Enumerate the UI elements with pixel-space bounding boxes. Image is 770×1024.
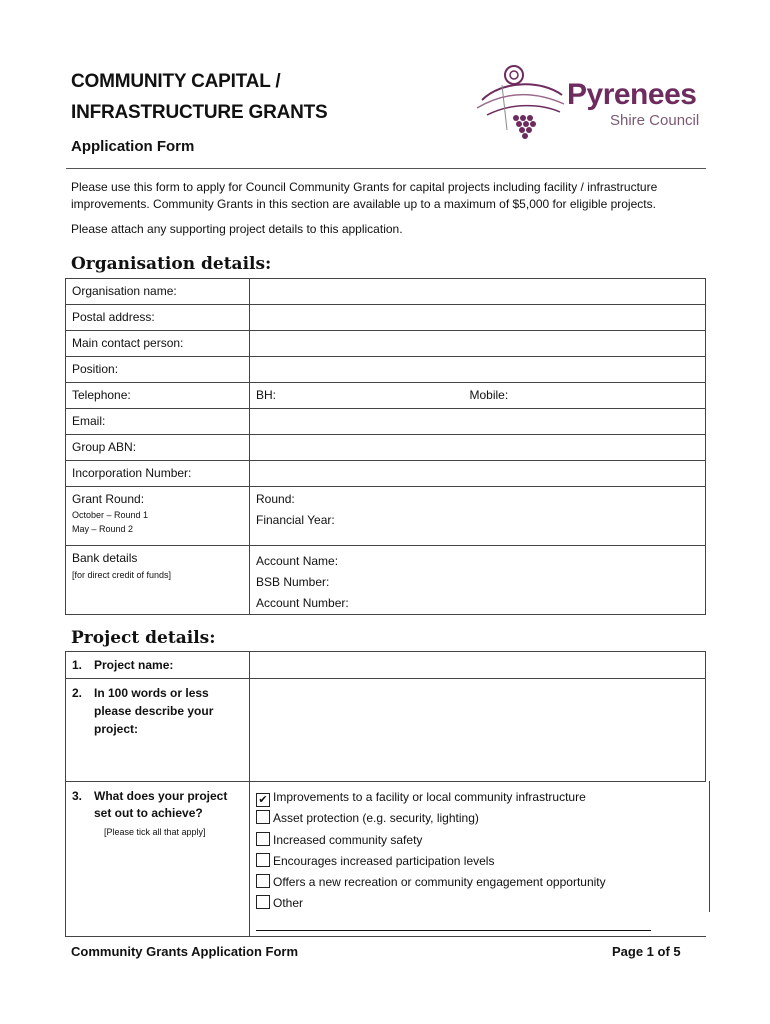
option-other[interactable]	[256, 893, 700, 936]
project-name-field[interactable]	[250, 652, 706, 679]
grape-swirl-icon	[472, 60, 572, 150]
checkbox-checked-icon[interactable]: ✔	[256, 793, 270, 807]
position-field[interactable]	[250, 357, 706, 383]
form-title-line1: COMMUNITY CAPITAL /	[71, 71, 281, 92]
q1-label: Project name:	[94, 658, 174, 672]
account-number-label: Account Number:	[256, 596, 349, 610]
checkbox-icon[interactable]	[256, 874, 270, 888]
intro-paragraph-1: Please use this form to apply for Council Community Grants for capital projects including facility / infrastructure improvements. Community Grants in this section are available up to a maximum of $5,000 for eligible projects.	[71, 180, 658, 211]
org-details-heading: Organisation details:	[71, 254, 272, 274]
intro-paragraph-2: Please attach any supporting project details to this application.	[71, 222, 403, 236]
project-description-field[interactable]	[250, 679, 706, 782]
round-label: Round:	[256, 492, 295, 506]
option-participation-label: Encourages increased participation levels	[273, 853, 495, 868]
option-recreation[interactable]	[256, 872, 700, 893]
bank-details-note: [for direct credit of funds]	[72, 570, 172, 580]
q2-cell	[66, 679, 250, 782]
email-label: Email:	[66, 409, 250, 435]
abn-label: Group ABN:	[66, 435, 250, 461]
bsb-label: BSB Number:	[256, 575, 330, 589]
org-name-label: Organisation name:	[66, 279, 250, 305]
bank-details-label: Bank details	[72, 551, 138, 565]
q2-number: 2.	[72, 686, 83, 700]
round-may: May – Round 2	[72, 524, 134, 534]
form-subtitle: Application Form	[71, 138, 195, 155]
financial-year-label: Financial Year:	[256, 513, 335, 527]
checkbox-icon[interactable]	[256, 810, 270, 824]
checkbox-icon[interactable]	[256, 832, 270, 846]
q3-note: [Please tick all that apply]	[104, 827, 206, 837]
footer-page-number: Page 1 of 5	[612, 944, 681, 959]
org-name-field[interactable]	[250, 279, 706, 305]
option-asset-protection-label: Asset protection (e.g. security, lighting)	[273, 811, 479, 826]
email-field[interactable]	[250, 409, 706, 435]
project-details-heading: Project details:	[71, 628, 216, 648]
telephone-field[interactable]	[250, 383, 706, 409]
logo-subtitle: Shire Council	[610, 112, 700, 129]
council-logo	[472, 60, 712, 150]
bh-label: BH:	[256, 388, 277, 402]
q1-cell	[66, 652, 250, 679]
footer-form-name: Community Grants Application Form	[71, 944, 299, 959]
checkbox-icon[interactable]	[256, 895, 270, 909]
q1-number: 1.	[72, 658, 83, 672]
grant-round-cell	[66, 487, 250, 546]
option-improvements-label: Improvements to a facility or local community infrastructure	[273, 790, 586, 804]
other-input-line[interactable]	[256, 918, 651, 931]
q2-label: In 100 words or less please describe your project:	[94, 686, 214, 736]
q3-label: What does your project set out to achieve?	[94, 789, 228, 820]
grant-round-field[interactable]	[250, 487, 706, 546]
contact-person-label: Main contact person:	[66, 331, 250, 357]
option-other-label: Other	[273, 896, 304, 911]
incorporation-field[interactable]	[250, 461, 706, 487]
q3-cell	[66, 782, 250, 937]
bank-details-field[interactable]	[250, 546, 706, 615]
postal-address-field[interactable]	[250, 305, 706, 331]
option-community-safety-label: Increased community safety	[273, 832, 423, 847]
option-community-safety[interactable]	[256, 830, 700, 851]
bank-details-cell	[66, 546, 250, 615]
round-october: October – Round 1	[72, 510, 149, 520]
contact-person-field[interactable]	[250, 331, 706, 357]
abn-field[interactable]	[250, 435, 706, 461]
checkbox-icon[interactable]	[256, 853, 270, 867]
q3-options	[250, 782, 706, 937]
postal-address-label: Postal address:	[66, 305, 250, 331]
account-name-label: Account Name:	[256, 554, 339, 568]
option-recreation-label: Offers a new recreation or community engagement opportunity	[273, 875, 606, 890]
org-details-table	[65, 278, 706, 615]
option-improvements[interactable]	[256, 787, 700, 808]
option-participation[interactable]	[256, 851, 700, 872]
grant-round-label: Grant Round:	[72, 492, 145, 506]
project-details-table	[65, 651, 706, 937]
header-divider	[66, 168, 706, 169]
option-asset-protection[interactable]	[256, 808, 700, 829]
telephone-label: Telephone:	[66, 383, 250, 409]
q3-number: 3.	[72, 789, 83, 803]
options-right-border	[709, 781, 710, 912]
form-title	[71, 66, 328, 128]
mobile-label: Mobile:	[469, 388, 509, 402]
incorporation-label: Incorporation Number:	[66, 461, 250, 487]
position-label: Position:	[66, 357, 250, 383]
form-title-line2: INFRASTRUCTURE GRANTS	[71, 102, 328, 123]
logo-name: Pyrenees	[567, 78, 697, 111]
